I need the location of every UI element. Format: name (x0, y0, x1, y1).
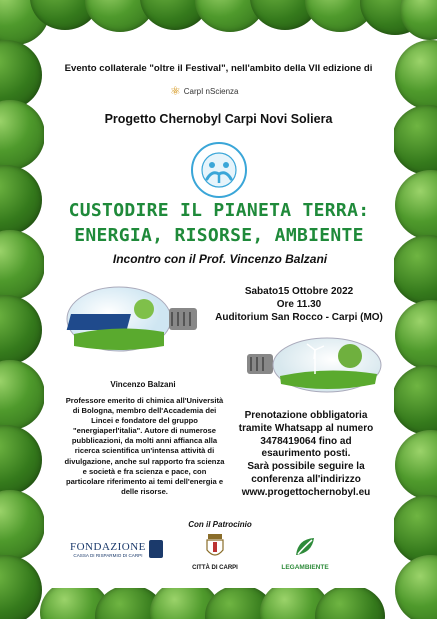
project-badge-logo (190, 141, 248, 199)
legambiente-icon (292, 535, 318, 559)
city-crest-icon (205, 534, 225, 560)
fondazione-logo (70, 540, 170, 558)
booking-info (226, 410, 386, 500)
fondazione-subtitle: CASSA DI RISPARMIO DI CARPI (73, 552, 143, 558)
lightbulb-wind-turbine-image (245, 336, 385, 394)
speaker-name: Vincenzo Balzani (110, 380, 176, 389)
citta-name: CITTÀ DI CARPI (192, 565, 238, 571)
booking-line-2: tramite Whatsapp al numero (238, 422, 374, 434)
lightbulb-solar-panel-image (64, 284, 204, 354)
booking-line-3: 3478419064 fino ad (260, 435, 352, 447)
event-context-line: Evento collaterale "oltre il Festival", nell'ambito della VII edizione di (64, 63, 373, 74)
booking-line-4: esaurimento posti. (261, 448, 351, 460)
atom-icon: ⚛ (170, 84, 181, 98)
booking-line-6: conferenza all'indirizzo (251, 473, 361, 485)
fondazione-name: FONDAZIONE (70, 540, 146, 553)
event-time: Ore 11.30 (276, 299, 322, 310)
festival-logo (170, 82, 270, 100)
legambiente-logo (265, 535, 345, 571)
citta-di-carpi-logo (180, 534, 250, 571)
fondazione-crest-icon (149, 540, 163, 558)
subtitle: Incontro con il Prof. Vincenzo Balzani (112, 252, 328, 266)
patronage-label: Con il Patrocinio (188, 520, 252, 529)
event-details (214, 285, 384, 324)
title-line-2: ENERGIA, RISORSE, AMBIENTE (74, 225, 364, 246)
booking-line-1: Prenotazione obbligatoria (244, 410, 368, 421)
project-name: Progetto Chernobyl Carpi Novi Soliera (104, 112, 333, 126)
festival-logo-text: CarpI nScienza (183, 86, 239, 96)
booking-line-5: Sarà possibile seguire la (247, 461, 365, 473)
legambiente-name: LEGAMBIENTE (281, 564, 329, 571)
website-link[interactable]: www.progettochernobyl.eu (241, 486, 371, 498)
speaker-bio: Professore emerito di chimica all'Università di Bologna, membro dell'Accademia dei Lincei e fondatore del gruppo "energiaperl'italia". Autore di numerose pubblicazioni, da molti anni affianca alla ricerca scientifica un'intensa attività di divulgazione, anche sul rapporto fra scienza e società e fra scienza e pace, con particolare riferimento ai temi dell'energia e delle risorse. (64, 396, 225, 496)
event-venue: Auditorium San Rocco - Carpi (MO) (215, 312, 383, 323)
event-date: Sabato15 Ottobre 2022 (244, 286, 354, 297)
title-line-1: CUSTODIRE IL PIANETA TERRA: (68, 200, 370, 221)
